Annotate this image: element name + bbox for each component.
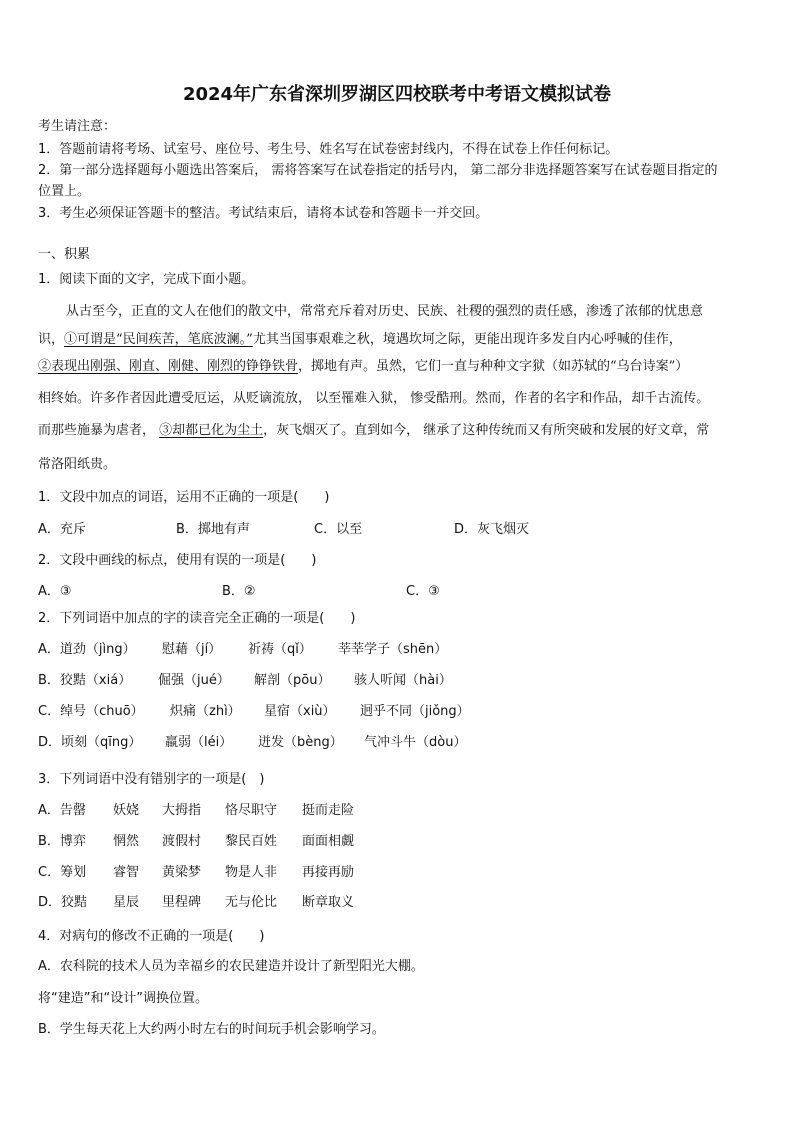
q2-option-c-3: 星宿（xiù） [264,704,336,719]
q2-option-a-1: A．道劲（jìng） [38,642,136,657]
q3-option-c-4: 物是人非 [225,865,278,880]
underlined-phrase-1: ①可谓是“民间疾苦，笔底波澜。” [64,332,253,347]
q3-option-d-5: 断章取义 [302,895,355,910]
q3-option-c-3: 黄梁梦 [162,865,202,880]
q2-option-d-1: D．顷刻（qīng） [38,735,142,750]
q3-option-b-5: 面面相觑 [302,834,355,849]
q3-option-d-2: 星辰 [113,895,140,910]
q3-option-c-1: C．筹划 [38,865,87,880]
q1-sub1-option-b: B．掷地有声 [176,522,250,537]
q2-prompt: 2．下列词语中加点的字的读音完全正确的一项是( ) [38,611,356,626]
q2-option-d-2: 羸弱（léi） [165,735,233,750]
q3-option-c-2: 睿智 [113,865,140,880]
passage-text: 识， [38,332,65,347]
q3-option-a-3: 大拇指 [162,803,202,818]
passage-line-3 [38,358,688,376]
q1-sub2-option-a: A．③ [38,584,72,599]
q1-sub2-prompt: 2．文段中画线的标点，使用有误的一项是( ) [38,553,317,568]
q1-sub1-prompt: 1．文段中加点的词语，运用不正确的一项是( ) [38,490,330,505]
q3-prompt: 3．下列词语中没有错别字的一项是( ) [38,772,265,787]
q2-option-b-3: 解剖（pōu） [254,673,331,688]
notice-item-2: 2．第一部分选择题每小题选出答案后， 需将答案写在试卷指定的括号内， 第二部分非选择题答案写在试卷题目指定的 [38,163,718,178]
q1-sub2-option-b: B．② [222,584,256,599]
q2-option-b-4: 骇人听闻（hài） [354,673,452,688]
q2-option-b-2: 倔强（jué） [158,673,230,688]
q2-option-c-4: 迥乎不同（jiǒng） [360,704,470,719]
q2-option-c-2: 炽痛（zhì） [170,704,241,719]
passage-line-4: 相终始。许多作者因此遭受厄运，从贬谪流放， 以至罹难入狱， 惨受酷刑。然而，作者的名字和作品，却千古流传。 [38,391,710,406]
passage-line-6: 常洛阳纸贵。 [38,457,117,472]
q3-option-d-1: D．狡黠 [38,895,88,910]
q4-option-a-fix: 将“建造”和“设计”调换位置。 [38,991,208,1006]
notice-item-1: 1．答题前请将考场、试室号、座位号、考生号、姓名写在试卷密封线内，不得在试卷上作任何标记。 [38,142,619,157]
notice-item-2-cont: 位置上。 [38,184,91,199]
q2-option-a-3: 祈祷（qǐ） [248,642,312,657]
q4-option-b: B．学生每天花上大约两小时左右的时间玩手机会影响学习。 [38,1022,385,1037]
q3-option-a-5: 挺而走险 [302,803,355,818]
q1-sub1-option-d: D．灰飞烟灭 [454,522,530,537]
passage-line-1: 从古至今，正直的文人在他们的散文中，常常充斥着对历史、民族、社稷的强烈的责任感，渗透了浓郁的忧患意 [66,304,704,319]
q2-option-b-1: B．狡黠（xiá） [38,673,132,688]
q1-sub1-option-a: A．充斥 [38,522,86,537]
q2-option-d-3: 迸发（bèng） [258,735,343,750]
q2-option-a-2: 慰藉（jí） [162,642,222,657]
q3-option-b-2: 惘然 [113,834,140,849]
underlined-phrase-3: ③却都已化为尘土 [159,423,264,438]
q3-option-c-5: 再接再励 [302,865,355,880]
q3-option-b-3: 渡假村 [162,834,202,849]
q3-option-a-4: 恪尽职守 [225,803,278,818]
underlined-phrase-2: ②表现出刚强、刚直、刚健、刚烈的铮铮铁骨 [38,359,299,374]
q3-option-b-4: 黎民百姓 [225,834,278,849]
q4-option-a: A．农科院的技术人员为幸福乡的农民建造并设计了新型阳光大棚。 [38,959,424,974]
q2-option-d-4: 气冲斗牛（dòu） [364,735,467,750]
q3-option-a-1: A．告罄 [38,803,86,818]
q3-option-a-2: 妖娆 [113,803,140,818]
q1-sub1-option-c: C．以至 [314,522,363,537]
passage-text: ，灰飞烟灭了。直到如今， 继承了这种传统而又有所突破和发展的好文章，常 [263,423,710,438]
q3-option-d-4: 无与伦比 [225,895,278,910]
passage-text: ，掷地有声。虽然，它们一直与种种文字狱（如苏轼的“乌台诗案”） [298,359,689,374]
notice-item-3: 3．考生必须保证答题卡的整洁。考试结束后，请将本试卷和答题卡一并交回。 [38,206,489,221]
q1-sub2-option-c: C．③ [406,584,440,599]
q2-option-a-4: 莘莘学子（shēn） [338,642,448,657]
q3-option-d-3: 里程碑 [162,895,202,910]
passage-line-2 [38,331,682,349]
passage-line-5 [38,422,709,440]
q3-option-b-1: B．博弈 [38,834,86,849]
q2-option-c-1: C．绰号（chuō） [38,704,144,719]
section-heading: 一、积累 [38,247,91,262]
passage-text: 而那些施暴为虐者， [38,423,160,438]
q1-prompt: 1．阅读下面的文字，完成下面小题。 [38,272,255,287]
passage-text: 尤其当国事艰难之秋，境遇坎坷之际，更能出现许多发自内心呼喊的佳作， [252,332,682,347]
q4-prompt: 4．对病句的修改不正确的一项是( ) [38,929,265,944]
notice-heading: 考生请注意： [38,119,117,134]
page-title: 2024年广东省深圳罗湖区四校联考中考语文模拟试卷 [182,84,612,105]
